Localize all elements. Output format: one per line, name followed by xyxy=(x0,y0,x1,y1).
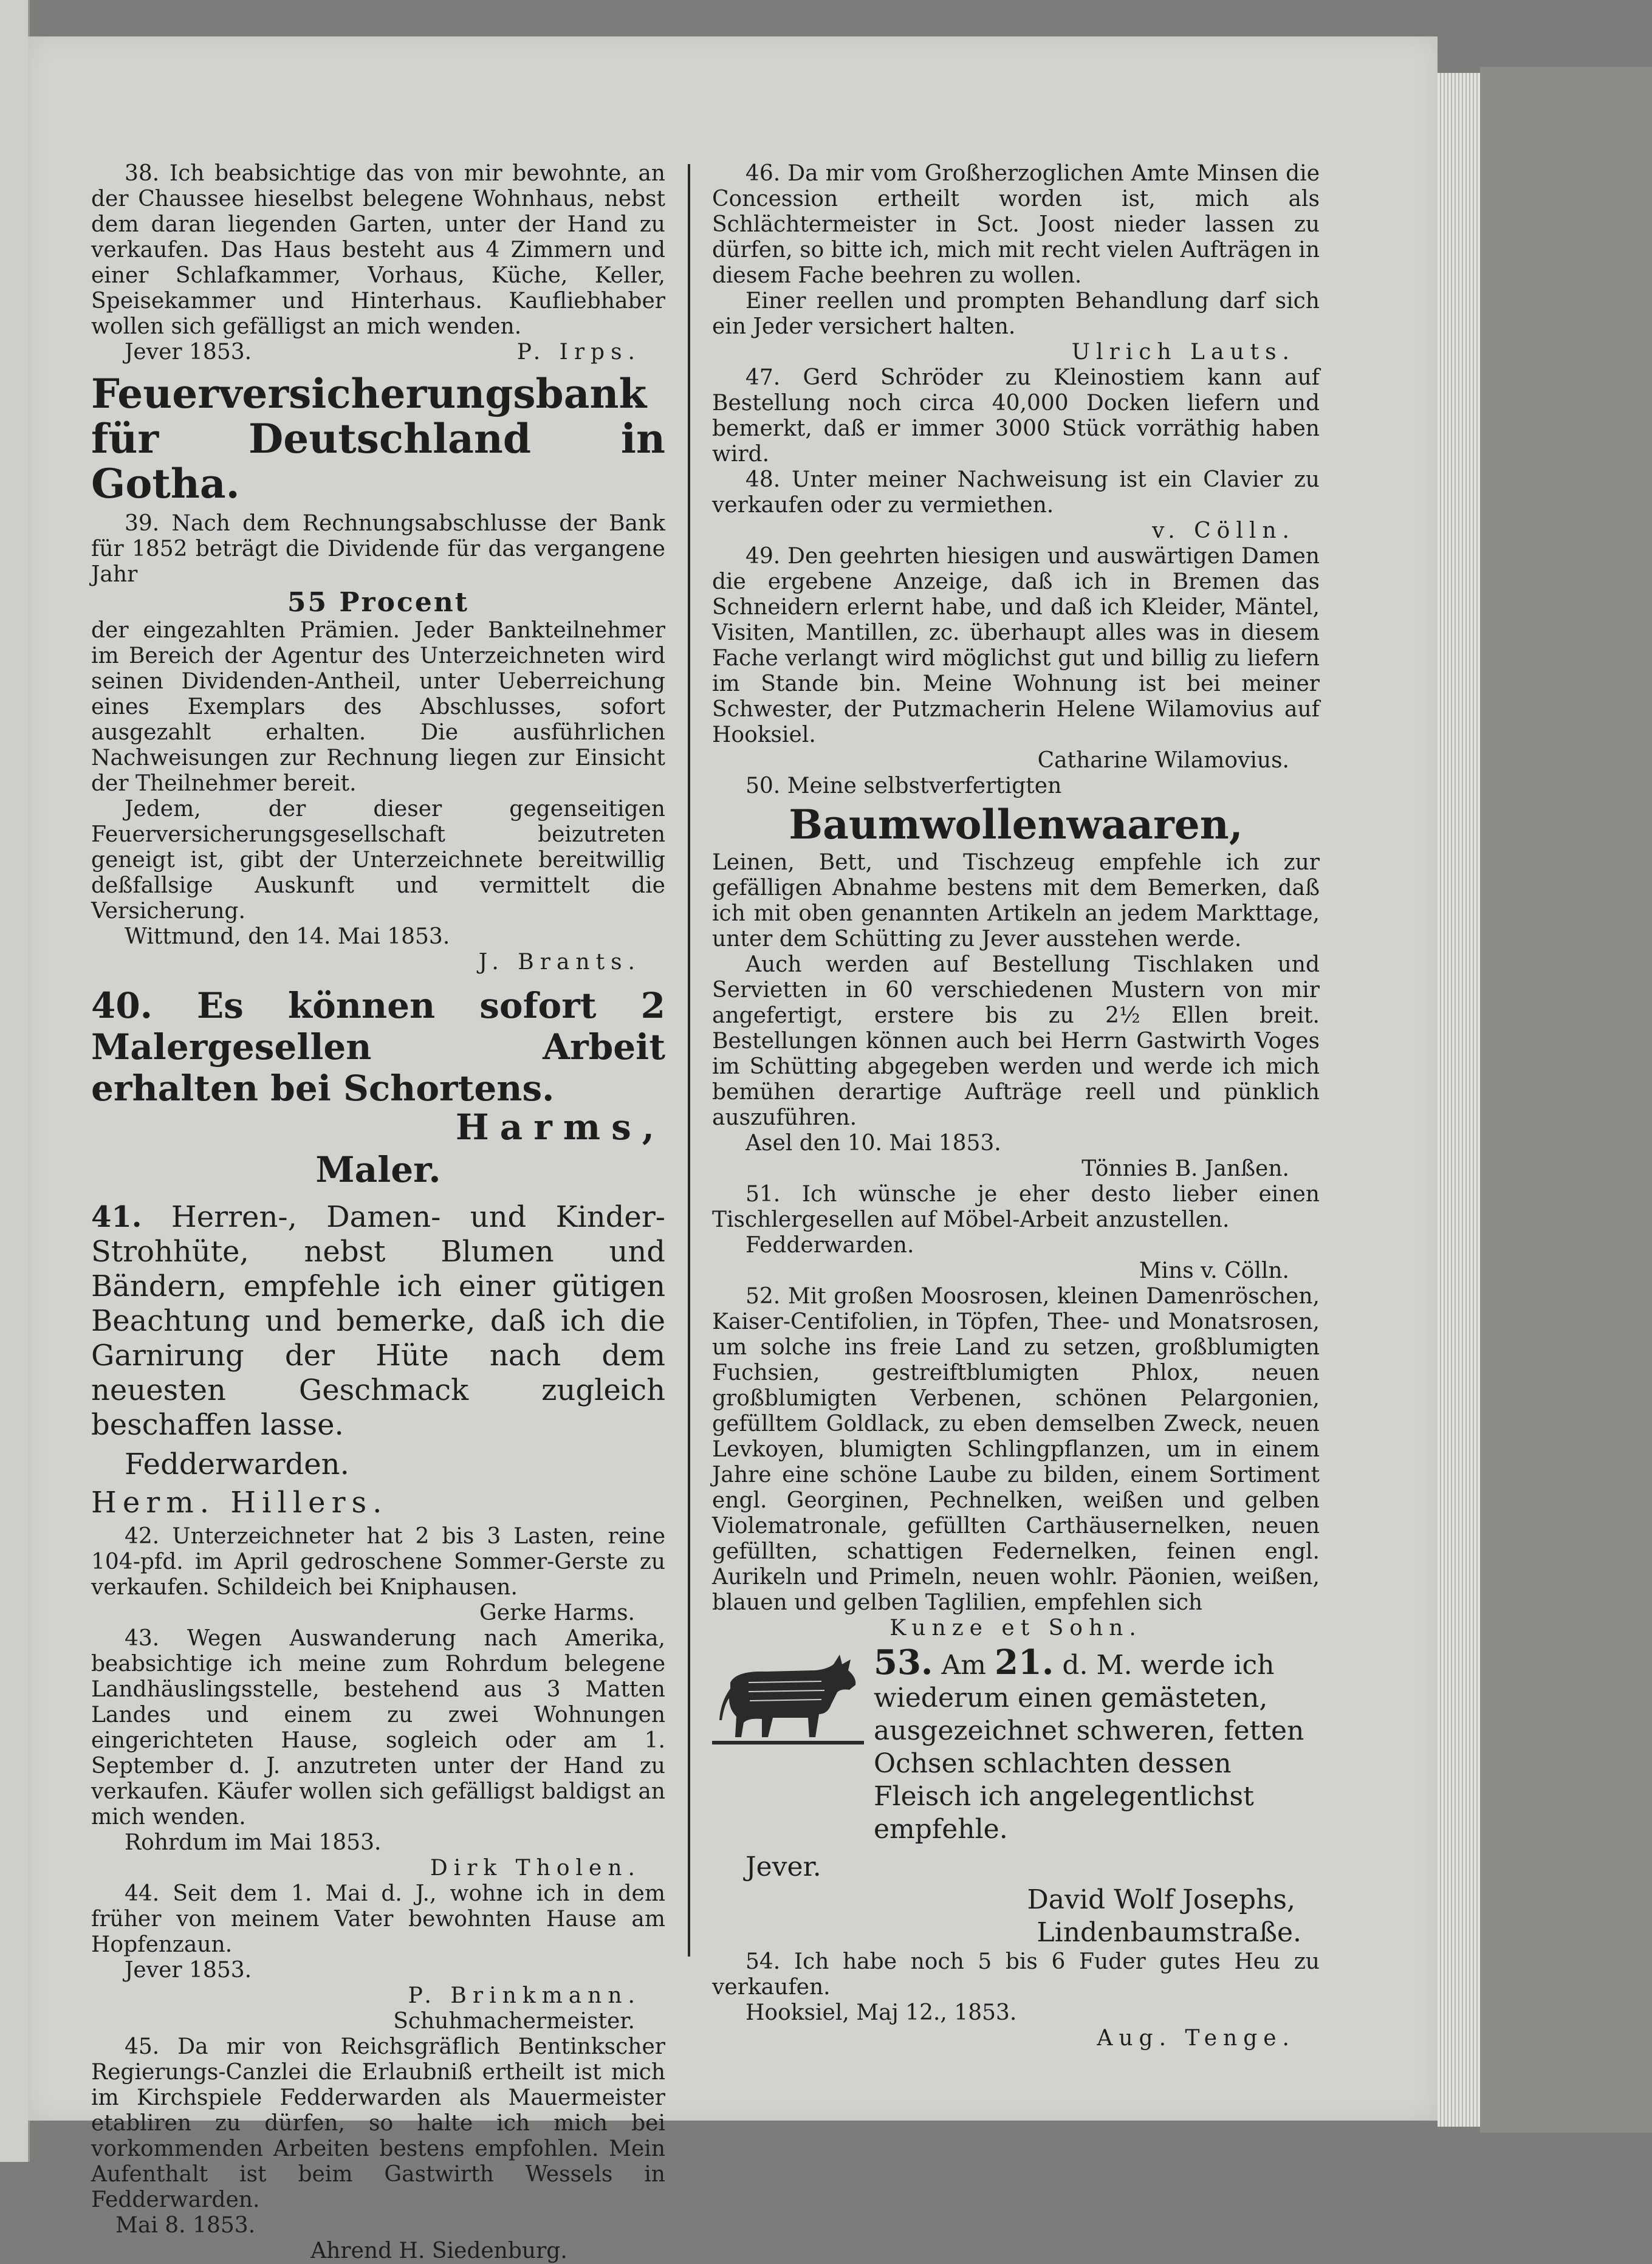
ad-place: Fedderwarden. xyxy=(125,1447,349,1481)
ad-heading: Feuerversicherungsbank für Deutschland in Gotha. xyxy=(91,370,665,507)
ad-place-date: Asel den 10. Mai 1853. xyxy=(745,1131,1001,1156)
ad-42 xyxy=(91,1524,665,1626)
ad-lead: Am xyxy=(941,1650,986,1681)
ad-day: 21. xyxy=(994,1642,1054,1683)
ad-text: 46. Da mir vom Großherzoglichen Amte Minsen die Concession ertheilt worden ist, mich als Schlächtermeister in Sct. Joost nieder lassen zu dürfen, so bitte ich, mich mit recht vielen Aufträgen in diesem Fache beehren zu wollen. xyxy=(712,161,1320,288)
ad-signer: Tönnies B. Janßen. xyxy=(1081,1156,1289,1181)
ad-signer: Ahrend H. Siedenburg. xyxy=(310,2238,567,2263)
ad-43 xyxy=(91,1626,665,1881)
ad-text: 47. Gerd Schröder zu Kleinostiem kann auf Bestellung noch circa 40,000 Docken liefern und bemerkt, daß er immer 3000 Stück vorräthig haben wird. xyxy=(712,365,1320,467)
ad-signer: Kunze et Sohn. xyxy=(889,1616,1142,1641)
ad-signer: Herm. Hillers. xyxy=(91,1486,388,1520)
ad-place-date: Jever 1853. xyxy=(125,340,252,365)
ad-text-2: Auch werden auf Bestellung Tischlaken und Servietten in 60 verschiedenen Mustern von mir angefertigt, erstere bis zu 2½ Ellen breit. Bestellungen können auch bei Herrn Gastwirth Voges im Schütting abgegeben werden und werde ich mich bemühen derartige Aufträge reell und pünklich auszuführen. xyxy=(712,952,1320,1130)
ad-text: 51. Ich wünsche je eher desto lieber einen Tischlergesellen auf Möbel-Arbeit anzustellen. xyxy=(712,1182,1320,1232)
ad-51 xyxy=(712,1182,1320,1284)
right-column xyxy=(712,161,1320,2051)
ad-text: Leinen, Bett, und Tischzeug empfehle ich zur gefälligen Abnahme bestens mit dem Bemerken, daß ich mit oben genannten Artikeln an jedem Markttage, unter dem Schütting zu Jever ausstehen werde. xyxy=(712,850,1320,952)
ox-woodcut-icon xyxy=(712,1646,864,1749)
ad-signer-role: Maler. xyxy=(315,1149,441,1190)
ad-signer: Ulrich Lauts. xyxy=(1071,340,1295,365)
ad-text-block xyxy=(874,1642,1320,1846)
ad-number: 41. xyxy=(91,1200,142,1234)
ad-place: Jever. xyxy=(745,1851,821,1882)
ad-place-date: Rohrdum im Mai 1853. xyxy=(125,1830,382,1855)
ad-41 xyxy=(91,1200,665,1520)
ad-52 xyxy=(712,1284,1320,1641)
ad-place-date: Wittmund, den 14. Mai 1853. xyxy=(125,924,450,949)
ad-text: 38. Ich beabsichtige das von mir bewohnte, an der Chaussee hieselbst belegene Wohnhaus, nebst dem daran liegenden Garten, unter der Hand zu verkaufen. Das Haus besteht aus 4 Zimmern und einer Schlafkammer, Vorhaus, Küche, Keller, Speisekammer und Hinterhaus. Kaufliebhaber wollen sich gefälligst an mich wenden. xyxy=(91,161,665,339)
ad-signer-role: Schuhmachermeister. xyxy=(393,2009,635,2034)
ad-text: 52. Mit großen Moosrosen, kleinen Damenröschen, Kaiser-Centifolien, in Töpfen, Thee- und Monatsrosen, um solche ins freie Land zu setzen, großblumigten Fuchsien, gestreiftblumigten Phlox, neuen großblumigten Verbenen, schönen Pelargonien, gefülltem Goldlack, zu eben demselben Zweck, neuen Levkoyen, blumigten Schlingpflanzen, um in einem Jahre eine schöne Laube zu bilden, einem Sortiment engl. Georginen, Pechnelken, weißen und gelben Violematronale, gefüllten Carthäusernelken, neuen gefüllten, schattigen Federnelken, feinen engl. Aurikeln und Primeln, neuen wohlr. Päonien, weißen, blauen und gelben Taglilien, empfehlen sich xyxy=(712,1284,1320,1615)
ad-text: 45. Da mir von Reichsgräflich Bentinkscher Regierungs-Canzlei die Erlaubniß ertheilt ist mich im Kirchspiele Fedderwarden als Mauermeister etabliren zu dürfen, so halte ich mich bei vorkommenden Arbeiten bestens empfohlen. Mein Aufenthalt ist beim Gastwirth Wessels in Fedderwarden. xyxy=(91,2034,665,2212)
ad-signer: P. Brinkmann. xyxy=(408,1983,641,2008)
ad-signer: Mins v. Cölln. xyxy=(1139,1258,1289,1283)
ad-signer: Harms, xyxy=(455,1106,665,1148)
ad-body: d. M. werde ich wiederum einen gemästeten, ausgezeichnet schweren, fetten Ochsen schlachten dessen Fleisch ich angelegentlichst empfehle. xyxy=(874,1650,1304,1845)
book-cover xyxy=(1480,67,1652,2133)
ad-signer: David Wolf Josephs, xyxy=(1027,1884,1295,1915)
ad-intro: 50. Meine selbstverfertigten xyxy=(745,774,1062,798)
ad-text: 40. Es können sofort 2 Malergesellen Arbeit erhalten bei Schortens. xyxy=(91,985,665,1109)
ad-signer: J. Brants. xyxy=(478,950,641,975)
ad-text xyxy=(91,1200,665,1442)
ad-text-2: Einer reellen und prompten Behandlung darf sich ein Jeder versichert halten. xyxy=(712,289,1320,339)
ad-text: 48. Unter meiner Nachweisung ist ein Clavier zu verkaufen oder zu vermiethen. xyxy=(712,467,1320,518)
ad-text: 54. Ich habe noch 5 bis 6 Fuder gutes Heu zu verkaufen. xyxy=(712,1949,1320,2000)
ad-signer: P. Irps. xyxy=(516,340,641,365)
ad-46 xyxy=(712,161,1320,365)
ad-place-date: Jever 1853. xyxy=(125,1958,252,1983)
ad-place-date: Mai 8. 1853. xyxy=(115,2213,256,2238)
ad-54 xyxy=(712,1949,1320,2051)
ad-text: 43. Wegen Auswanderung nach Amerika, beabsichtige ich meine zum Rohrdum belegene Landhäuslingsstelle, bestehend aus 3 Matten Landes und einem zu zwei Wohnungen eingerichteten Hause, sogleich oder am 1. September d. J. anzutreten unter der Hand zu verkaufen. Käufer wollen sich gefälligst baldigst an mich wenden. xyxy=(91,1626,665,1830)
ad-signer: v. Cölln. xyxy=(1152,518,1295,543)
ad-highlight: 55 Procent xyxy=(287,587,470,618)
ad-body: Herren-, Damen- und Kinder-Strohhüte, nebst Blumen und Bändern, empfehle ich einer gütigen Beachtung und bemerke, daß ich die Garnirung der Hüte nach dem neuesten Geschmack zugleich beschaffen lasse. xyxy=(91,1200,666,1442)
ad-place: Fedderwarden. xyxy=(745,1233,914,1258)
ad-text: 44. Seit dem 1. Mai d. J., wohne ich in dem früher von meinem Vater bewohnten Hause am Hopfenzaun. xyxy=(91,1881,665,1957)
ad-intro: 39. Nach dem Rechnungsabschlusse der Bank für 1852 beträgt die Dividende für das vergangene Jahr xyxy=(91,511,665,587)
ad-39 xyxy=(91,371,665,975)
ad-text: 49. Den geehrten hiesigen und auswärtigen Damen die ergebene Anzeige, daß ich in Bremen das Schneidern erlernt habe, und daß ich Kleider, Mäntel, Visiten, Mantillen, zc. überhaupt alles was in diesem Fache verlangt wird möglichst gut und billig zu liefern im Stande bin. Meine Wohnung ist bei meiner Schwester, der Putzmacherin Helene Wilamovius auf Hooksiel. xyxy=(712,544,1320,747)
ad-footer xyxy=(91,340,665,365)
ad-47 xyxy=(712,365,1320,467)
ad-signer: Dirk Tholen. xyxy=(430,1856,641,1881)
column-rule xyxy=(688,164,690,1957)
ad-40 xyxy=(91,985,665,1190)
ad-heading: Baumwollenwaaren, xyxy=(789,801,1243,848)
ad-text: der eingezahlten Prämien. Jeder Bankteilnehmer im Bereich der Agentur des Unterzeichneten wird seinen Dividenden-Antheil, unter Ueberreichung eines Exemplars des Abschlusses, sofort ausgezahlt erhalten. Die ausführlichen Nachweisungen zur Rechnung liegen zur Einsicht der Theilnehmer bereit. xyxy=(91,618,665,796)
ad-text: 42. Unterzeichneter hat 2 bis 3 Lasten, reine 104-pfd. im April gedroschene Sommer-Gerste zu verkaufen. Schildeich bei Kniphausen. xyxy=(91,1524,665,1600)
ad-53 xyxy=(712,1642,1320,1949)
page-stack-edge xyxy=(1438,73,1480,2127)
ad-place-date: Hooksiel, Maj 12., 1853. xyxy=(745,2000,1017,2025)
ad-50 xyxy=(712,774,1320,1182)
left-column xyxy=(91,161,665,2264)
ad-text-2: Jedem, der dieser gegenseitigen Feuerversicherungsgesellschaft beizutreten geneigt ist, gibt der Unterzeichnete bereitwillig deßfallsige Auskunft und vermittelt die Versicherung. xyxy=(91,797,665,924)
ad-38 xyxy=(91,161,665,365)
ad-45 xyxy=(91,2034,665,2264)
previous-page-edge xyxy=(0,0,30,2162)
ad-signer: Aug. Tenge. xyxy=(1097,2026,1295,2051)
ad-number: 53. xyxy=(874,1642,933,1683)
ad-signer: Catharine Wilamovius. xyxy=(1037,748,1289,773)
ad-49 xyxy=(712,544,1320,774)
ad-signer-address: Lindenbaumstraße. xyxy=(1037,1917,1301,1948)
ad-48 xyxy=(712,467,1320,544)
ad-44 xyxy=(91,1881,665,2034)
ad-signer: Gerke Harms. xyxy=(479,1600,635,1625)
ad-53-body xyxy=(712,1642,1320,1846)
